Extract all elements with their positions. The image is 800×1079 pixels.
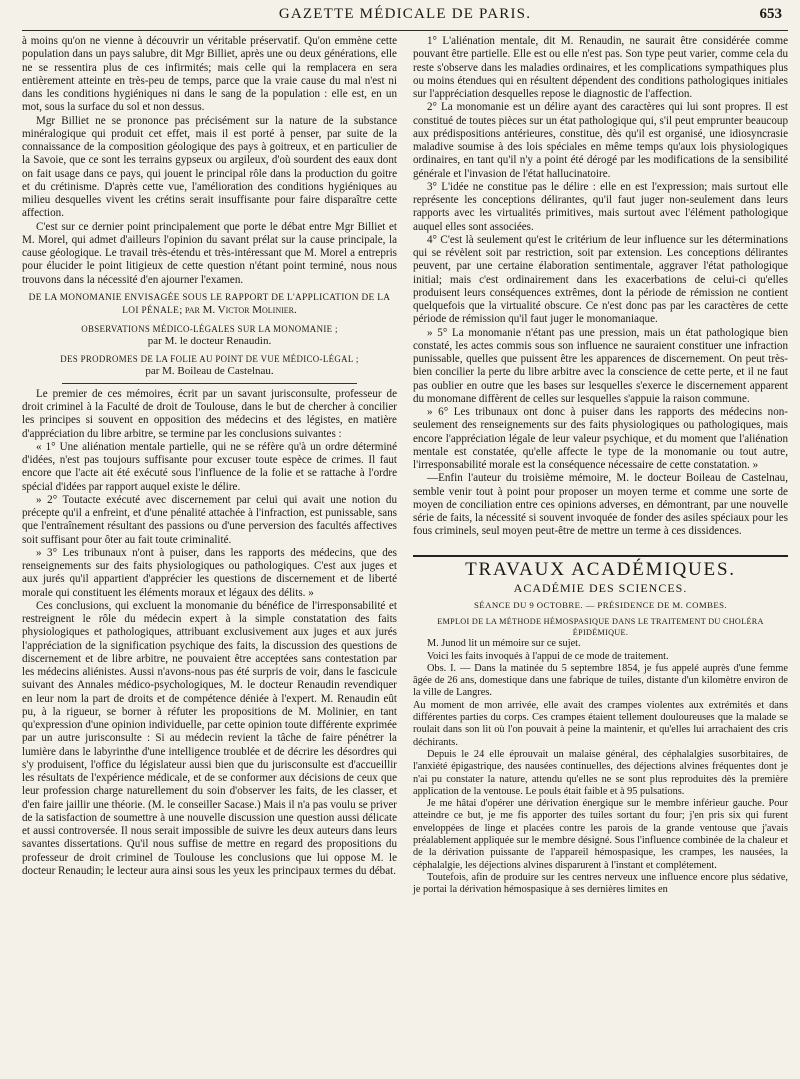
paragraph: Obs. I. — Dans la matinée du 5 septembre 1854, je fus appelé auprès d'une femme âgée de 26 ans, domestique dans une fabrique de tuiles, distante d'un kilomètre environ de la ville de Langres. xyxy=(413,662,788,699)
memoir-body xyxy=(413,638,788,896)
paragraph: 3° L'idée ne constitue pas le délire : elle en est l'expression; mais surtout elle représente les conceptions délirantes, qu'il faut juger non-seulement dans leurs rapports avec les virtualités primitives, mais surtout avec l'élément pathologique auquel elles sont associées. xyxy=(413,180,788,233)
article-author: ; par M. Victor Molinier. xyxy=(179,303,297,316)
memoir-title: EMPLOI DE LA MÉTHODE HÉMOSPASIQUE DANS LE TRAITEMENT DU CHOLÉRA ÉPIDÉMIQUE. xyxy=(437,617,764,638)
journal-title: GAZETTE MÉDICALE DE PARIS. xyxy=(278,6,532,22)
subarticle-title xyxy=(22,323,397,347)
subarticle-title xyxy=(22,353,397,377)
quoted-conclusion: » 2° Toutacte exécuté avec discernement par celui qui avait une notion du précepte qu'il a enfreint, et d'une pénalité attachée à l'infraction, est punissable, sans que l'entraînement résultant des passions ou d'une perversion des facultés affectives soit suffisant pour ôter au fait toute criminalité. xyxy=(22,493,397,546)
paragraph: C'est sur ce dernier point principalement que porte le débat entre Mgr Billiet et M. Morel, qui admet d'ailleurs l'opinion du savant prélat sur la cause principale, la cause géologique. Le travail très-étendu et très-intéressant que M. Morel a entrepris pour élucider le point litigieux de cette question n'étant point terminé, nous nous trouvons dans la nécessité d'en ajourner l'examen. xyxy=(22,220,397,286)
columns xyxy=(22,31,788,896)
session-line: SÉANCE DU 9 OCTOBRE. — PRÉSIDENCE DE M. COMBES. xyxy=(474,600,727,610)
quoted-conclusion: » 3° Les tribunaux n'ont à puiser, dans les rapports des médecins, que des renseignements sur des faits physiologiques ou pathologiques. C'est aux juges et aux jurés qu'il appartient d'apprécier les questions de discernement et de liberté morale qui constituent les éléments moraux et légaux des délits. » xyxy=(22,546,397,599)
paragraph: à moins qu'on ne vienne à découvrir un véritable préservatif. Qu'on emmène cette population dans un pays salubre, dit Mgr Billiet, après une ou deux générations, elle ne se ressentira plus de ces infirmités; mais celle qui la remplacera en sera entièrement atteinte en très-peu de temps, parce que la vraie cause du mal n'est ni dans les conditions hygiéniques ni dans le sang de la population : elle est, en un mot, sous la surface du sol et non dessus. xyxy=(22,35,397,114)
paragraph: » 5° La monomanie n'étant pas une pression, mais un état pathologique bien constaté, les actes commis sous son influence ne sauraient constituer une infraction punissable, quelles que puissent être les apparences de discernement. On peut très-bien concilier la perte du libre arbitre avec la conscience de cette perte, et il ne faut pas oublier en outre que les bases sur lesquelles s'exerce le discernement apparent du monomane diffèrent de celles sur lesquelles s'appuie la raison commune. xyxy=(413,326,788,405)
paragraph: Le premier de ces mémoires, écrit par un savant jurisconsulte, professeur de droit criminel à la Faculté de droit de Toulouse, dans le but de chercher à concilier les principes si souvent en opposition des médecins et des légistes, en matière d'appréciation du libre arbitre, se termine par les conclusions suivantes : xyxy=(22,387,397,440)
article-title-text: DE LA MONOMANIE ENVISAGÉE SOUS LE RAPPORT DE L'APPLICATION DE LA LOI PÉNALE xyxy=(28,292,391,316)
paragraph: Au moment de mon arrivée, elle avait des crampes violentes aux extrémités et dans différentes parties du corps. Ces crampes étaient tellement douloureuses que la malade se roulait dans son lit où l'on pouvait à peine la maintenir, et qu'elles lui arrachaient des cris déchirants. xyxy=(413,699,788,748)
paragraph: Voici les faits invoqués à l'appui de ce mode de traitement. xyxy=(427,650,669,662)
paragraph: Depuis le 24 elle éprouvait un malaise général, des céphalalgies susorbitaires, de l'anxiété épigastrique, des nausées continuelles, des déjections alvines fréquentes dont je n'ai pu constater la nature, attendu qu'elles ne se sont plus reproduites dès la première application de la ventouse. Le pouls était faible et à 95 pulsations. xyxy=(413,748,788,797)
page-header xyxy=(22,0,788,31)
paragraph: Ces conclusions, qui excluent la monomanie du bénéfice de l'irresponsabilité et restreignent le rôle du médecin expert à la simple constatation des faits physiologiques et pathologiques, attribuant exclusivement aux juges et aux jurés l'appréciation de la signification psychique des faits, la discussion des questions de discernement et de libre arbitre, ne pouvaient être acceptées sans contestation par les médecins aliénistes. Aussi n'avons-nous pas été surpris de voir, dans le fascicule suivant des Annales médico-psychologiques, M. le docteur Renaudin revendiquer en leur nom la part de droits et de compétence déniée à l'expert. M. Renaudin eût pu, à la rigueur, se borner à réfuter les propositions de M. Molinier, en tant qu'expression d'une opinion individuelle, par cette opinion toute différente exprimée par un autre jurisconsulte : Si au médecin revient la tâche de faire pénétrer la lumière dans le labyrinthe d'une intelligence troublée et de décrire les désordres qui s'y produisent, l'office du législateur aussi bien que du jurisconsulte est d'accueillir les résultats de l'expérience médicale, et de se conformer aux décisions de ceux que leur profession charge naturellement du soin d'observer les faits, de les classer, et d'en faire jaillir une théorie. (M. le conseiller Sacase.) Mais il n'a pas voulu se priver de la satisfaction de soumettre à une nouvelle discussion une question aussi délicate et aussi controversée. Il nous serait impossible de suivre les deux auteurs dans leurs savantes dissertations. Qu'il nous suffise de mettre en regard des propositions du professeur de droit criminel de Toulouse les conclusions que lui oppose M. le docteur Renaudin; le lecteur aura ainsi sous les yeux les principaux termes du débat. xyxy=(22,599,397,877)
paragraph: M. Junod lit un mémoire sur ce sujet. xyxy=(427,638,581,650)
academy-title: ACADÉMIE DES SCIENCES. xyxy=(513,580,688,595)
section-title: TRAVAUX ACADÉMIQUES. xyxy=(413,555,788,576)
paragraph: Je me hâtai d'opérer une dérivation énergique sur le membre inférieur gauche. Pour atteindre ce but, je me fis apporter des tuiles sortant du four; j'en pris six qui furent enveloppées de linge et placées contre les parois de la grande ventouse que j'avais préalablement appliquée sur le membre désigné. Sous l'influence combinée de la chaleur et de la dérivation puissante de l'appareil hémospasique, les crampes, les nausées, la céphalalgie, les déjections alvines disparurent à l'instant et complétement. xyxy=(413,798,788,871)
paragraph: Toutefois, afin de produire sur les centres nerveux une influence encore plus sédative, je portai la dérivation hémospasique à ses dernières limites en xyxy=(413,871,788,896)
paragraph: 1° L'aliénation mentale, dit M. Renaudin, ne saurait être considérée comme pouvant être partielle. Elle est ou elle n'est pas. Son type peut varier, comme cela du reste s'observe dans les maladies ordinaires, et les complications sympathiques plus ou moins étendues qui en résultent dépendent des conditions pathologiques initiales sur l'appréciation desquelles repose le diagnostic de l'affection. xyxy=(413,35,788,100)
paragraph: Mgr Billiet ne se prononce pas précisément sur la nature de la substance minéralogique qui produit cet effet, mais il est porté à penser, par suite de la connaissance de la composition géologique des pays à goitreux, et en particulier de la Savoie, que ce sont les terrains gypseux ou argileux, d'où sourdent des eaux dont on fait usage dans ce pays, qui jouent le principal rôle dans la production du goitre et du crétinisme. D'après cette vue, l'amélioration des conditions hygiéniques au milieu desquelles vivent les crétins serait insuffisante pour faire disparaître cette affection. xyxy=(22,114,397,220)
subarticle-author: par M. Boileau de Castelnau. xyxy=(145,364,274,377)
divider xyxy=(62,383,357,384)
paragraph: —Enfin l'auteur du troisième mémoire, M. le docteur Boileau de Castelnau, semble venir tout à point pour proposer un moyen terme et comme une sorte de moyen de conciliation entre ces opinions adverses, en démontrant, par une nouvelle série de faits, la nécessité si souvent invoquée de fonder des asiles spéciaux pour les fous criminels, seul moyen peut-être de mettre un terme à ces dissidences. xyxy=(413,472,788,538)
subarticle-title-text: OBSERVATIONS MÉDICO-LÉGALES SUR LA MONOMANIE ; xyxy=(81,323,338,334)
paragraph: 4° C'est là seulement qu'est le critérium de leur influence sur les déterminations qui se révèlent soit par restriction, soit par extension. Les conceptions délirantes peuvent, par une certaine élaboration sentimentale, aggraver l'état pathologique initial; mais c'est ordinairement dans les exacerbations de celui-ci qu'elles produisent leurs conséquences extrêmes, dont la période de rémission ne contient quelquefois que la virtualité obscure. Ce n'est donc pas par les caractères de cette période de rémission qu'il faut juger le monomaniaque. xyxy=(413,233,788,326)
left-column xyxy=(22,35,397,896)
subarticle-author: par M. le docteur Renaudin. xyxy=(147,334,272,347)
right-column xyxy=(413,35,788,896)
paragraph: 2° La monomanie est un délire ayant des caractères qui lui sont propres. Il est constitué de toutes pièces sur un état pathologique qui, s'il peut emprunter beaucoup aux prédispositions antérieures, constitue, dès qu'il est organisé, une idiosyncrasie maladive soumise à des lois spéciales en même temps qu'aux lois physiologiques ordinaires, en tant qu'il n'y a point été dérogé par les modifications de la sensibilité générale et l'invasion de l'état hallucinatoire. xyxy=(413,101,788,180)
subarticle-title-text: DES PRODROMES DE LA FOLIE AU POINT DE VUE MÉDICO-LÉGAL ; xyxy=(60,353,359,364)
paragraph: » 6° Les tribunaux ont donc à puiser dans les rapports des médecins non-seulement des renseignements sur des faits physiologiques ou pathologiques, mais encore l'appréciation légale de leur valeur psychique, et du moment que l'aliénation mentale est constatée, qu'elle affecte le type de la monomanie ou tout autre, l'irresponsabilité morale est la conséquence nécessaire de cette constatation. » xyxy=(413,406,788,471)
page-number: 653 xyxy=(759,6,782,22)
article-title xyxy=(22,292,397,317)
quoted-conclusion: « 1° Une aliénation mentale partielle, qui ne se réfère qu'à un ordre déterminé d'idées, n'est pas toujours suffisante pour excuser toute espèce de crimes. Il faut encore que l'acte ait été exécuté sous l'influence de la folie et se rattache à l'ordre spécial d'idées par rapport auquel existe le délire. xyxy=(22,440,397,493)
